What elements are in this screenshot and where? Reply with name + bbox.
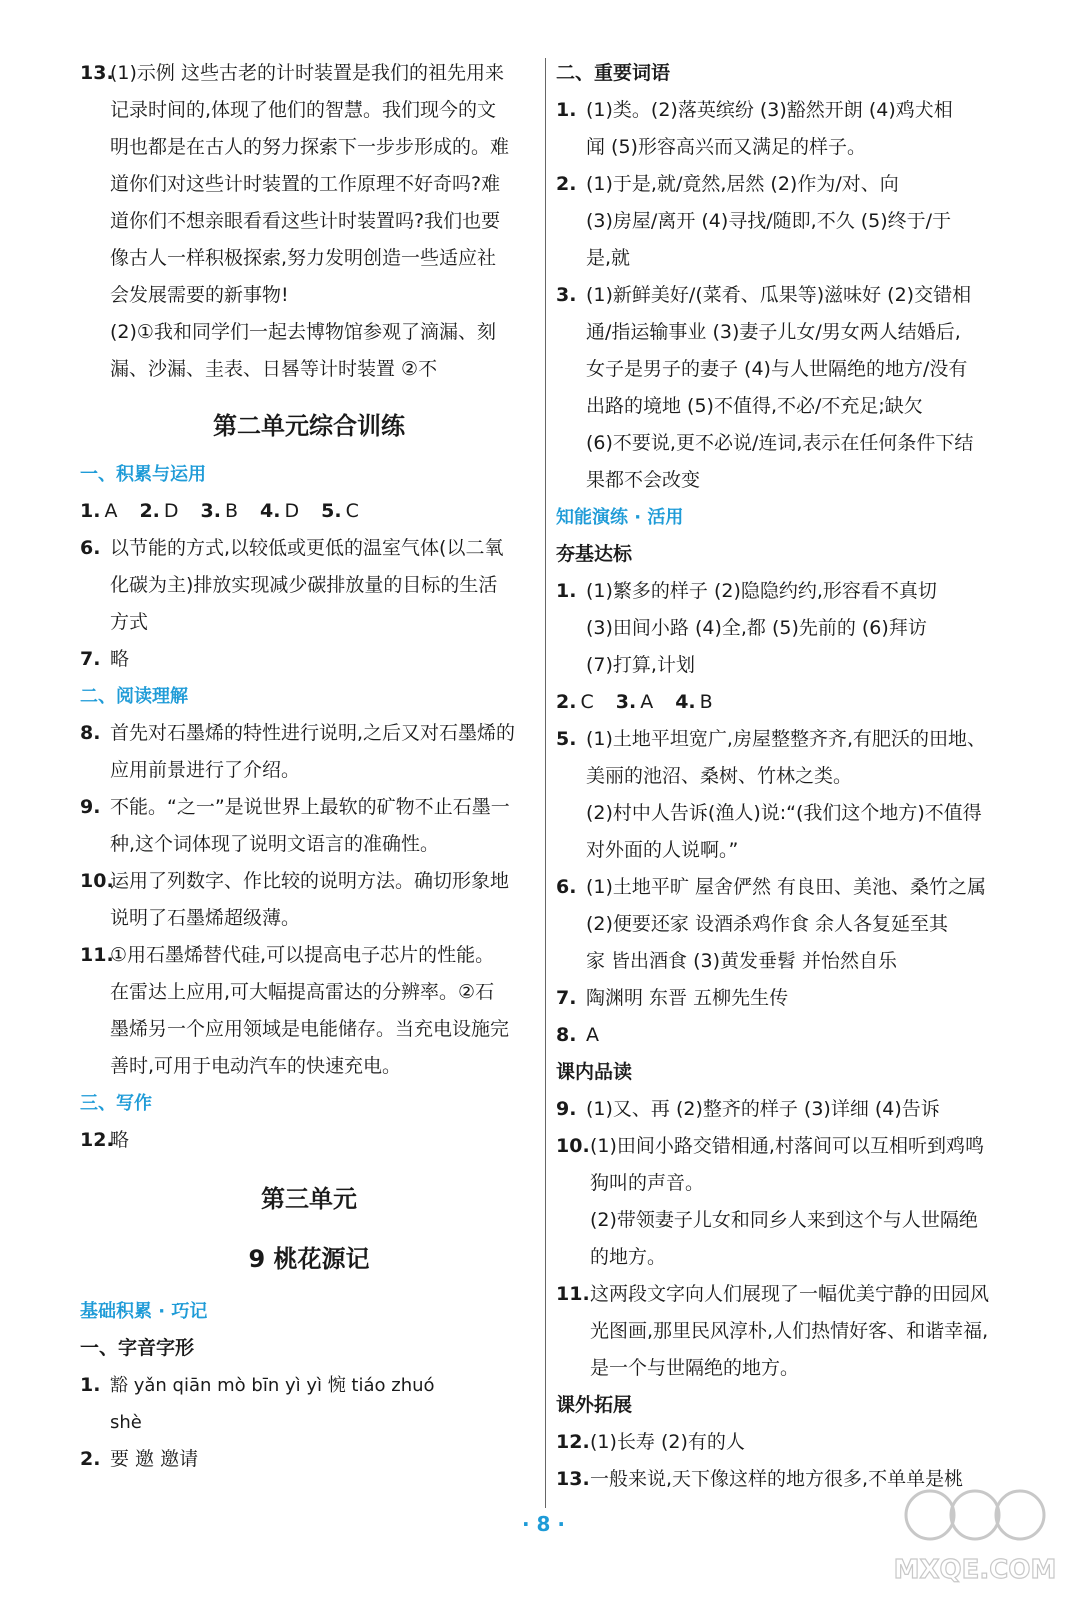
answer-11 — [80, 937, 538, 1085]
answer-line: 会发展需要的新事物! — [110, 284, 289, 306]
subsection-heading: 一、字音字形 — [80, 1337, 195, 1359]
answer-number: 13. — [80, 62, 114, 84]
answer-2 — [556, 166, 1018, 277]
answer-line: 运用了列数字、作比较的说明方法。确切形象地 — [110, 870, 510, 892]
answer-number: 6. — [556, 876, 577, 898]
column-divider — [545, 58, 546, 1508]
answer-line: 果都不会改变 — [586, 469, 701, 491]
answer-line: 是一个与世隔绝的地方。 — [590, 1357, 800, 1379]
answer-line: 一般来说,天下像这样的地方很多,不单单是桃 — [590, 1468, 964, 1490]
answer-number: 2. — [80, 1448, 101, 1470]
answer-line: 略 — [110, 1129, 130, 1151]
answer-line: (1)土地平旷 屋舍俨然 有良田、美池、桑竹之属 — [586, 876, 986, 898]
answer-number: 12. — [556, 1431, 590, 1453]
answer-7 — [80, 641, 538, 678]
answer-line: 道你们不想亲眼看看这些计时装置吗?我们也要 — [110, 210, 501, 232]
watermark-icon — [890, 1470, 1060, 1590]
choice-answer: 5. C — [321, 500, 359, 522]
answer-number: 10. — [80, 870, 114, 892]
answer-line: (1)田间小路交错相通,村落间可以互相听到鸡鸣 — [590, 1135, 984, 1157]
answer-7 — [556, 980, 1018, 1017]
answer-line: 的地方。 — [590, 1246, 667, 1268]
answer-line: (1)类。(2)落英缤纷 (3)豁然开朗 (4)鸡犬相 — [586, 99, 953, 121]
answer-number: 3. — [556, 284, 577, 306]
choice-answer: 2. D — [139, 500, 179, 522]
choice-answer: 1. A — [80, 500, 118, 522]
answer-number: 11. — [80, 944, 114, 966]
answer-9 — [80, 789, 538, 863]
answer-line: (3)田间小路 (4)全,都 (5)先前的 (6)拜访 — [586, 617, 927, 639]
answer-5 — [556, 721, 1018, 869]
answer-line: (7)打算,计划 — [586, 654, 695, 676]
section-heading: 二、阅读理解 — [80, 686, 188, 707]
answer-line: (6)不要说,更不必说/连词,表示在任何条件下结 — [586, 432, 974, 454]
answer-12 — [80, 1122, 538, 1159]
answer-number: 1. — [80, 1374, 101, 1396]
answer-number: 1. — [556, 580, 577, 602]
answer-line: (1)示例 这些古老的计时装置是我们的祖先用来 — [110, 62, 504, 84]
answer-line: (1)新鲜美好/(菜肴、瓜果等)滋味好 (2)交错相 — [586, 284, 972, 306]
answer-number: 6. — [80, 537, 101, 559]
answer-3 — [556, 277, 1018, 499]
answer-line: 狗叫的声音。 — [590, 1172, 705, 1194]
answer-number: 7. — [556, 987, 577, 1009]
choice-answers-row — [80, 493, 538, 530]
answer-line: 说明了石墨烯超级薄。 — [110, 907, 301, 929]
answer-line: (1)长寿 (2)有的人 — [590, 1431, 745, 1453]
answer-1b — [556, 573, 1018, 684]
answer-line: (1)于是,就/竟然,居然 (2)作为/对、向 — [586, 173, 899, 195]
answer-number: 2. — [556, 173, 577, 195]
answer-line: ①用石墨烯替代硅,可以提高电子芯片的性能。 — [110, 944, 495, 966]
answer-9 — [556, 1091, 1018, 1128]
answer-line: 是,就 — [586, 247, 631, 269]
answer-10 — [556, 1128, 1018, 1276]
answer-line: 明也都是在古人的努力探索下一步步形成的。难 — [110, 136, 510, 158]
unit-two-title: 第二单元综合训练 — [213, 412, 405, 440]
answer-8 — [80, 715, 538, 789]
answer-10 — [80, 863, 538, 937]
answer-line: 陶渊明 东晋 五柳先生传 — [586, 987, 789, 1009]
answer-line: (1)繁多的样子 (2)隐隐约约,形容看不真切 — [586, 580, 937, 602]
section-heading: 一、积累与运用 — [80, 464, 206, 485]
answer-6 — [80, 530, 538, 641]
answer-number: 12. — [80, 1129, 114, 1151]
answer-line: (2)①我和同学们一起去博物馆参观了滴漏、刻 — [110, 321, 496, 343]
choice-answer: 3. A — [615, 691, 654, 713]
choice-answer: 4. D — [260, 500, 300, 522]
answer-line: 不能。“之一”是说世界上最软的矿物不止石墨一 — [110, 796, 510, 818]
answer-line: 豁 yǎn qiān mò bīn yì yì 惋 tiáo zhuó — [110, 1375, 435, 1396]
unit-three-title: 第三单元 — [261, 1185, 357, 1213]
subsection-heading: 课内品读 — [556, 1061, 633, 1083]
answer-1-pinyin — [80, 1367, 538, 1441]
answer-number: 8. — [556, 1024, 577, 1046]
answer-line: (1)土地平坦宽广,房屋整整齐齐,有肥沃的田地、 — [586, 728, 986, 750]
answer-line: 方式 — [110, 611, 149, 633]
section-heading: 基础积累 · 巧记 — [80, 1301, 208, 1322]
answer-line: 道你们对这些计时装置的工作原理不好奇吗?难 — [110, 173, 501, 195]
answer-number: 13. — [556, 1468, 590, 1490]
answer-line: A — [586, 1024, 599, 1046]
choice-answer: 4. B — [675, 691, 713, 713]
answer-line: 闻 (5)形容高兴而又满足的样子。 — [586, 136, 866, 158]
answer-number: 9. — [80, 796, 101, 818]
answer-line: 应用前景进行了介绍。 — [110, 759, 301, 781]
lesson-title: 9 桃花源记 — [248, 1245, 370, 1273]
answer-line: 墨烯另一个应用领域是电能储存。当充电设施完 — [110, 1018, 510, 1040]
answer-number: 7. — [80, 648, 101, 670]
choice-answer: 3. B — [200, 500, 239, 522]
answer-line: 要 邀 邀请 — [110, 1448, 199, 1470]
answer-number: 10. — [556, 1135, 590, 1157]
answer-number: 1. — [556, 99, 577, 121]
answer-line: 以节能的方式,以较低或更低的温室气体(以二氧 — [110, 537, 504, 559]
answer-8 — [556, 1017, 1018, 1054]
answer-line: 女子是男子的妻子 (4)与人世隔绝的地方/没有 — [586, 358, 968, 380]
answer-line: 善时,可用于电动汽车的快速充电。 — [110, 1055, 402, 1077]
answer-line: 种,这个词体现了说明文语言的准确性。 — [110, 833, 440, 855]
answer-2 — [80, 1441, 538, 1478]
answer-line: 在雷达上应用,可大幅提高雷达的分辨率。②石 — [110, 981, 495, 1003]
choice-answer: 2. C — [556, 691, 594, 713]
answer-11 — [556, 1276, 1018, 1387]
watermark-logo — [890, 1470, 1060, 1590]
answer-line: (2)村中人告诉(渔人)说:“(我们这个地方)不值得 — [586, 802, 982, 824]
answer-line: 光图画,那里民风淳朴,人们热情好客、和谐幸福, — [590, 1320, 989, 1342]
answer-line: 出路的境地 (5)不值得,不必/不充足;缺欠 — [586, 395, 923, 417]
answer-1 — [556, 92, 1018, 166]
page-number: · 8 · — [521, 1512, 566, 1536]
answer-line: 通/指运输事业 (3)妻子儿女/男女两人结婚后, — [586, 321, 961, 343]
answer-line: 略 — [110, 648, 130, 670]
answer-line: 漏、沙漏、圭表、日晷等计时装置 ②不 — [110, 358, 438, 380]
answer-line: 首先对石墨烯的特性进行说明,之后又对石墨烯的 — [110, 722, 516, 744]
answer-line: shè — [110, 1412, 142, 1433]
answer-line: (2)带领妻子儿女和同乡人来到这个与人世隔绝 — [590, 1209, 978, 1231]
right-column — [556, 55, 1018, 1498]
answer-line: 美丽的池沼、桑树、竹林之类。 — [586, 765, 853, 787]
answer-line: 这两段文字向人们展现了一幅优美宁静的田园风 — [590, 1283, 990, 1305]
section-heading: 知能演练 · 活用 — [556, 507, 684, 528]
answer-line: 家 皆出酒食 (3)黄发垂髫 并怡然自乐 — [586, 950, 898, 972]
answer-line: 记录时间的,体现了他们的智慧。我们现今的文 — [110, 99, 497, 121]
section-heading: 三、写作 — [80, 1093, 152, 1114]
answer-number: 11. — [556, 1283, 590, 1305]
choice-answers-row — [556, 684, 1018, 721]
answer-number: 5. — [556, 728, 577, 750]
subsection-heading: 二、重要词语 — [556, 62, 671, 84]
answer-12 — [556, 1424, 1018, 1461]
subsection-heading: 课外拓展 — [556, 1394, 633, 1416]
answer-line: (2)便要还家 设酒杀鸡作食 余人各复延至其 — [586, 913, 948, 935]
watermark-text: MXQE.COM — [893, 1555, 1057, 1585]
left-column — [80, 55, 538, 1478]
answer-13 — [80, 55, 538, 388]
answer-line: (3)房屋/离开 (4)寻找/随即,不久 (5)终于/于 — [586, 210, 952, 232]
answer-line: 像古人一样积极探索,努力发明创造一些适应社 — [110, 247, 497, 269]
answer-line: 化碳为主)排放实现减少碳排放量的目标的生活 — [110, 574, 498, 596]
subsection-heading: 夯基达标 — [556, 543, 633, 565]
answer-number: 9. — [556, 1098, 577, 1120]
answer-line: (1)又、再 (2)整齐的样子 (3)详细 (4)告诉 — [586, 1098, 940, 1120]
answer-number: 8. — [80, 722, 101, 744]
answer-line: 对外面的人说啊。” — [586, 839, 739, 861]
answer-6 — [556, 869, 1018, 980]
